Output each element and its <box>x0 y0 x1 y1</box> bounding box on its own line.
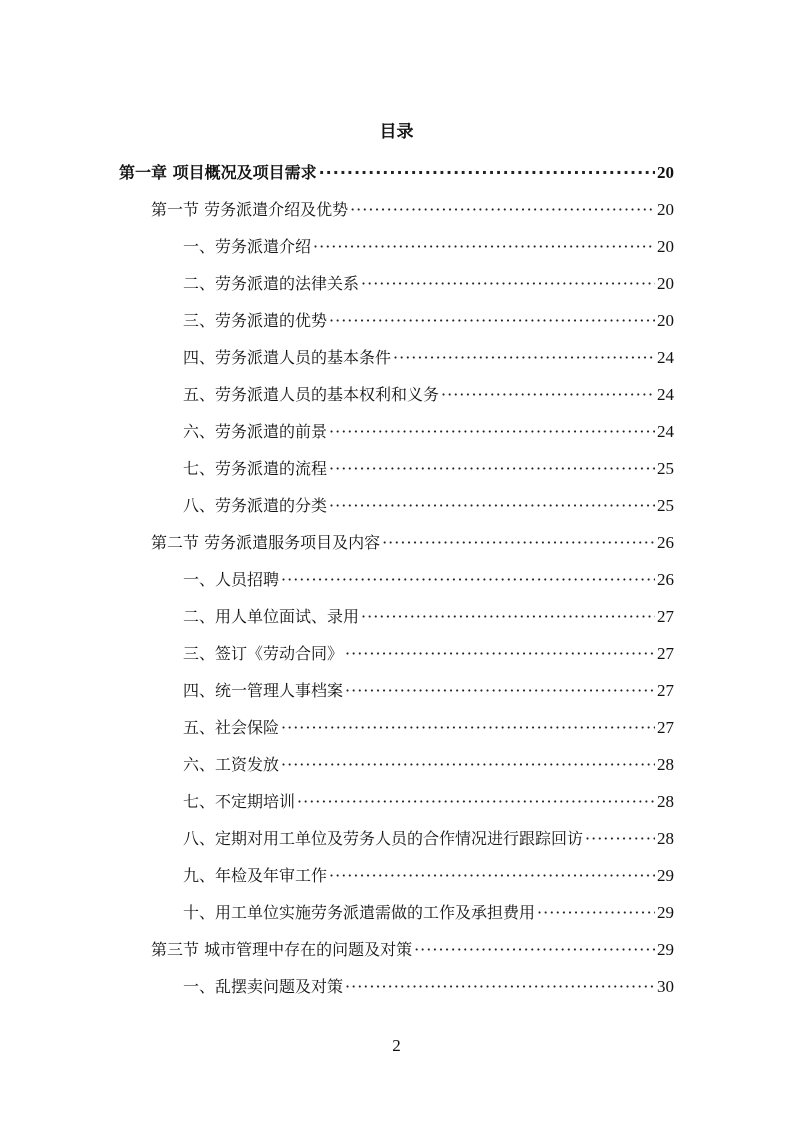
toc-entry-label: 十、用工单位实施劳务派遣需做的工作及承担费用 <box>183 903 536 922</box>
toc-entry[interactable] <box>183 752 674 778</box>
toc-entry[interactable] <box>183 826 674 852</box>
dot-leader <box>441 382 655 408</box>
dot-leader <box>329 456 655 482</box>
toc-entry-page: 20 <box>657 163 674 182</box>
toc-entry-label: 四、劳务派遣人员的基本条件 <box>183 348 392 367</box>
toc-entry-page: 27 <box>657 718 674 737</box>
dot-leader <box>393 345 655 371</box>
toc-entry-label: 一、乱摆卖问题及对策 <box>183 977 344 996</box>
toc-entry-label: 五、社会保险 <box>183 718 280 737</box>
toc-entry[interactable] <box>183 974 674 1000</box>
dot-leader <box>537 900 655 926</box>
toc-entry-label: 六、劳务派遣的前景 <box>183 422 328 441</box>
toc-entry-label: 第一节 劳务派遣介绍及优势 <box>151 200 349 219</box>
toc-entry[interactable] <box>183 678 674 704</box>
toc-entry-page: 25 <box>657 496 674 515</box>
toc-entry-label: 八、定期对用工单位及劳务人员的合作情况进行跟踪回访 <box>183 829 584 848</box>
toc-title: 目录 <box>379 122 414 142</box>
toc-entry-page: 26 <box>657 570 674 589</box>
toc-entry[interactable] <box>183 900 674 926</box>
toc-entry-label: 二、劳务派遣的法律关系 <box>183 274 360 293</box>
toc-entry[interactable] <box>183 308 674 334</box>
toc-entry-page: 30 <box>657 977 674 996</box>
toc-entry[interactable] <box>183 789 674 815</box>
toc-entry[interactable] <box>183 641 674 667</box>
dot-leader <box>281 567 655 593</box>
toc-entry-page: 20 <box>657 237 674 256</box>
toc-entry-page: 29 <box>657 903 674 922</box>
dot-leader <box>585 826 655 852</box>
dot-leader <box>319 160 655 186</box>
toc-entry-page: 28 <box>657 829 674 848</box>
toc-entry[interactable] <box>183 863 674 889</box>
toc-entry-label: 一、人员招聘 <box>183 570 280 589</box>
dot-leader <box>382 530 655 556</box>
dot-leader <box>329 308 655 334</box>
toc-entry-section-3[interactable] <box>151 937 674 963</box>
toc-entry-page: 24 <box>657 422 674 441</box>
toc-entry[interactable] <box>183 715 674 741</box>
toc-entry[interactable] <box>183 604 674 630</box>
toc-entry[interactable] <box>183 456 674 482</box>
toc-entry-label: 五、劳务派遣人员的基本权利和义务 <box>183 385 440 404</box>
toc-entry-label: 第二节 劳务派遣服务项目及内容 <box>151 533 381 552</box>
toc-entry-label: 七、不定期培训 <box>183 792 296 811</box>
toc-entry[interactable] <box>183 382 674 408</box>
page-number: 2 <box>392 1036 401 1055</box>
dot-leader <box>414 937 655 963</box>
toc-entry[interactable] <box>183 567 674 593</box>
toc-entry-page: 24 <box>657 385 674 404</box>
toc-entry-chapter-1[interactable] <box>119 160 674 186</box>
toc-entry-page: 27 <box>657 644 674 663</box>
dot-leader <box>345 678 655 704</box>
dot-leader <box>297 789 655 815</box>
toc-entry-label: 一、劳务派遣介绍 <box>183 237 312 256</box>
toc-entry-page: 27 <box>657 607 674 626</box>
toc-entry[interactable] <box>183 493 674 519</box>
dot-leader <box>361 271 655 297</box>
dot-leader <box>329 493 655 519</box>
toc-entry-section-1[interactable] <box>151 197 674 223</box>
toc-entry-page: 29 <box>657 940 674 959</box>
toc-entry[interactable] <box>183 271 674 297</box>
toc-entry-page: 25 <box>657 459 674 478</box>
dot-leader <box>350 197 655 223</box>
toc-entry-label: 六、工资发放 <box>183 755 280 774</box>
toc-entry-label: 第三节 城市管理中存在的问题及对策 <box>151 940 413 959</box>
dot-leader <box>345 641 655 667</box>
toc-entry[interactable] <box>183 419 674 445</box>
toc-entry-label: 三、签订《劳动合同》 <box>183 644 344 663</box>
toc-entry[interactable] <box>183 345 674 371</box>
toc-entry-label: 三、劳务派遣的优势 <box>183 311 328 330</box>
toc-entry-page: 28 <box>657 792 674 811</box>
toc-entry-label: 九、年检及年审工作 <box>183 866 328 885</box>
toc-entry-label: 第一章 项目概况及项目需求 <box>119 163 317 182</box>
toc-entry-page: 20 <box>657 311 674 330</box>
dot-leader <box>281 752 655 778</box>
toc-entry-label: 四、统一管理人事档案 <box>183 681 344 700</box>
toc-entry-label: 二、用人单位面试、录用 <box>183 607 360 626</box>
toc-entry-page: 26 <box>657 533 674 552</box>
dot-leader <box>329 863 655 889</box>
toc-entry-page: 29 <box>657 866 674 885</box>
toc-entry-label: 七、劳务派遣的流程 <box>183 459 328 478</box>
toc-entry-page: 28 <box>657 755 674 774</box>
toc-entry-page: 20 <box>657 200 674 219</box>
dot-leader <box>329 419 655 445</box>
dot-leader <box>281 715 655 741</box>
dot-leader <box>345 974 655 1000</box>
toc-entry-page: 20 <box>657 274 674 293</box>
toc-entry-label: 八、劳务派遣的分类 <box>183 496 328 515</box>
dot-leader <box>313 234 655 260</box>
toc-entry-page: 27 <box>657 681 674 700</box>
toc-entry-page: 24 <box>657 348 674 367</box>
toc-entry[interactable] <box>183 234 674 260</box>
toc-entry-section-2[interactable] <box>151 530 674 556</box>
dot-leader <box>361 604 655 630</box>
